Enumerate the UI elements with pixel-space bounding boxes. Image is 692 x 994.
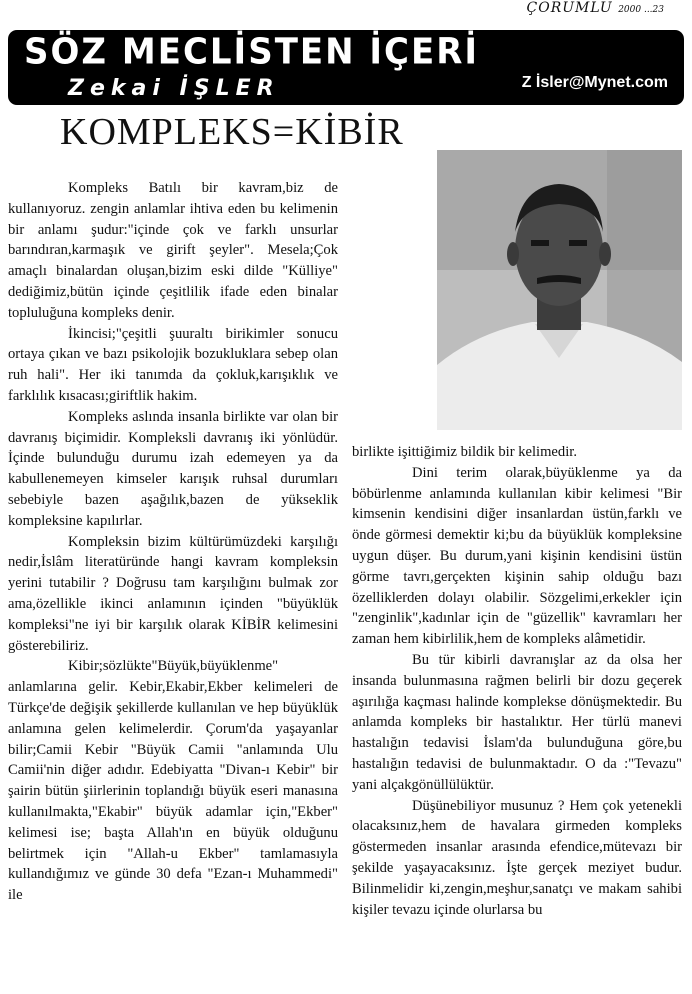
author-email: Z İsler@Mynet.com	[521, 74, 668, 91]
article-paragraph: Kompleks aslında insanla birlikte var olan bir davranış biçimidir. Kompleksli davranış iki yönlüdür. İçinde bulunduğu durumu izah edemeyen ya da kabullenemeyen kimseler karışık ruhsal durumları sebebiyle bazen aşağılık,bazen de yükseklik kompleksine kapılırlar.	[8, 408, 338, 529]
article-column-left	[8, 178, 338, 906]
article-paragraph: İkincisi;"çeşitli şuuraltı birikimler sonucu ortaya çıkan ve bazı psikolojik bozukluklara sebep olan ruh hali". Her iki tanımda da çokluk,karışıklık ve farklılık kısacası;giriftlik hakim.	[8, 325, 338, 404]
masthead-issue: 2000 ...23	[618, 5, 664, 15]
column-title: SÖZ MECLİSTEN İÇERİ	[24, 31, 480, 74]
article-paragraph: Dini terim olarak,büyüklenme ya da böbürlenme anlamında kullanılan kibir kelimesi "Bir kimsenin kendisini diğer insanlardan üstün,farklı ve önde görmesi demektir ki;bu da büyüklük kompleksine uygun düşer. Bu durum,yani kişinin kendisini üstün görme tavrı,gerçekten kişinin sahip olduğu bazı özelliklerden dolayı olabilir. Sözgelimi,erkekler için "zenginlik",kadınlar için de "güzellik" kavramları her zaman hem kibirlilik,hem de kompleks alâmetidir.	[352, 464, 682, 648]
article-paragraph-continued: birlikte işittiğimiz bildik bir kelimedir.	[352, 444, 577, 460]
article-paragraph: Bu tür kibirli davranışlar az da olsa her insanda bulunmasına rağmen belirli bir dozu geçerek aşırılığa kaçması halinde komplekse dönüşmektedir. Bu anlamda kompleks bir hastalıktır. Her türlü manevi hastalığın tedavisi İslam'da bulunduğuna göre,bu hastalığın tedavisi de bulunmaktadır. O da :"Tevazu" yani alçakgönüllülüktür.	[352, 651, 682, 793]
article-paragraph: Kompleksin bizim kültürümüzdeki karşılığı nedir,İslâm literatüründe hangi kavram kompleksin yerini tutabilir ? Doğrusu tam karşılığını bulmak zor ama,özellikle ikinci anlamının içinden "büyüklük kompleksi"ne iyi bir karşılık olarak KİBİR kelimesini gösterebiliriz.	[8, 533, 338, 654]
author-name: Zekai İŞLER	[68, 76, 280, 101]
article-headline: KOMPLEKS=KİBİR	[60, 111, 404, 153]
article-paragraph: Düşünebiliyor musunuz ? Hem çok yetenekli olacaksınız,hem de havalara girmeden kompleks göstermeden insanlar arasında efendice,mütevazı bir şekilde yaşayacaksınız. İşte gerçek meziyet budur. Bilinmelidir ki,zengin,meşhur,sanatçı ve makam sahibi kişiler tevazu içinde olurlarsa bu	[352, 797, 682, 918]
article-paragraph: Kompleks Batılı bir kavram,biz de kullanıyoruz. zengin anlamlar ihtiva eden bu kelimenin bir anlamı şudur:"içinde çok ve farklı unsurlar barındıran,karmaşık ve girift şeyler". Mesela;Çok amaçlı binalardan oluşan,bizim eski dilde "Külliye" dediğimiz,bütün içinde çeşitlilik ifade eden binalar topluluğuna kompleks denir.	[8, 180, 338, 321]
masthead	[527, 0, 664, 16]
article-paragraph: Kibir;sözlükte"Büyük,büyüklenme" anlamlarına gelir. Kebir,Ekabir,Ekber kelimeleri de Türkçe'de değişik şekillerde kullanılan ve hep büyüklük anlamına gelen kelimelerdir. Çorum'da yaşayanlar bilir;Camii Kebir "Büyük Camii "anlamında Ulu Camii'nin diğer adıdır. Edebiyatta "Divan-ı Kebir" bir şairin bütün şiirlerinin toplandığı büyük eseri manasına kullanılmakta,"Ekabir" büyük adamlar için,"Ekber" kelimesi ise; başta Allah'ın en büyük olduğunu belirtmek için "Allah-u Ekber" tamlamasıyla kullandığımız ve günde 30 defa "Ezan-ı Muhammedi" ile	[8, 658, 338, 904]
portrait-image	[437, 150, 682, 430]
article-column-right	[352, 442, 682, 920]
column-banner	[8, 30, 684, 105]
author-photo	[437, 150, 682, 430]
masthead-name: ÇORUMLU	[526, 0, 613, 16]
